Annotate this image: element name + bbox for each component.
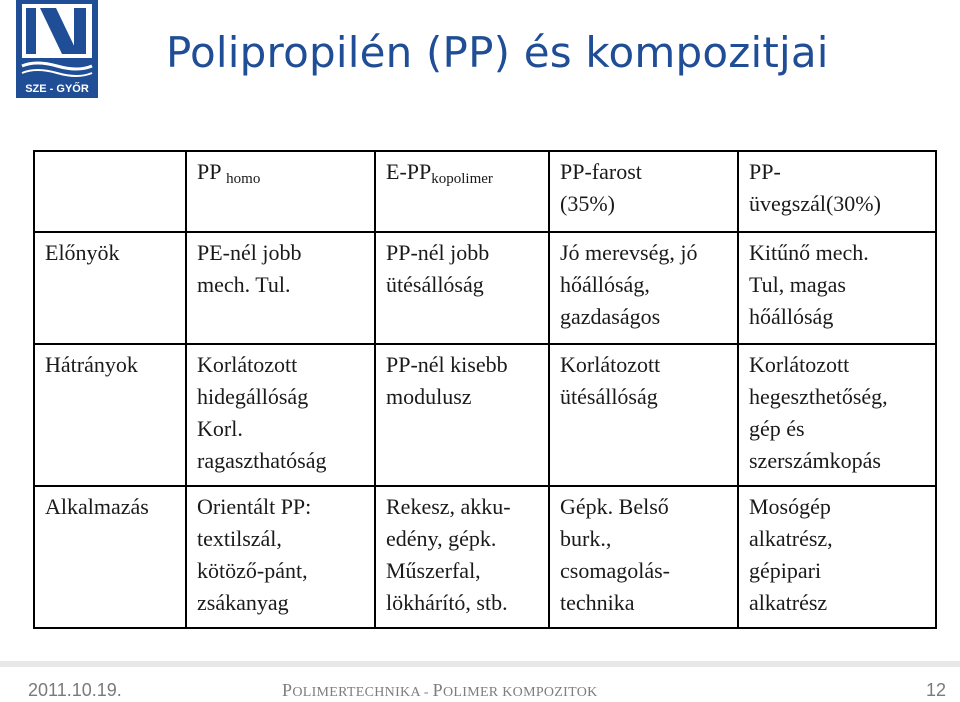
table-header-row bbox=[34, 151, 936, 232]
table-cell: Korlátozott hegeszthetőség, gép és szerszámkopás bbox=[738, 344, 936, 486]
column-header-pp-homo: PP $_{homo}$ bbox=[186, 151, 375, 232]
column-header-epp: $E-PP_{kopolimer}$ bbox=[375, 151, 549, 232]
table-cell: Rekesz, akku- edény, gépk. Műszerfal, lökhárító, stb. bbox=[375, 486, 549, 628]
comparison-table bbox=[33, 150, 937, 629]
table-cell: Korlátozott hidegállóság Korl. ragaszthatóság bbox=[186, 344, 375, 486]
table-cell: PP-nél kisebb modulusz bbox=[375, 344, 549, 486]
table-cell: Mosógép alkatrész, gépipari alkatrész bbox=[738, 486, 936, 628]
column-header-pp-uvegszal: PP- üvegszál(30%) bbox=[738, 151, 936, 232]
corner-cell bbox=[34, 151, 186, 232]
table-row bbox=[34, 344, 936, 486]
table-cell: Jó merevség, jó hőállóság, gazdaságos bbox=[549, 232, 738, 344]
table-cell: PE-nél jobb mech. Tul. bbox=[186, 232, 375, 344]
logo-text: SZE - GYŐR bbox=[25, 83, 89, 95]
table-cell: Korlátozott ütésállóság bbox=[549, 344, 738, 486]
row-label: Hátrányok bbox=[34, 344, 186, 486]
column-header-pp-farost: PP-farost (35%) bbox=[549, 151, 738, 232]
table-cell: Orientált PP: textilszál, kötöző-pánt, zsákanyag bbox=[186, 486, 375, 628]
row-label: Alkalmazás bbox=[34, 486, 186, 628]
table-cell: Gépk. Belső burk., csomagolás- technika bbox=[549, 486, 738, 628]
table-cell: Kitűnő mech. Tul, magas hőállóság bbox=[738, 232, 936, 344]
page-title: Polipropilén (PP) és kompozitjai bbox=[166, 28, 829, 77]
university-logo bbox=[16, 0, 98, 98]
footer-divider bbox=[0, 661, 960, 667]
footer-date: 2011.10.19. bbox=[28, 680, 122, 700]
table-cell: PP-nél jobb ütésállóság bbox=[375, 232, 549, 344]
row-label: Előnyök bbox=[34, 232, 186, 344]
table-row bbox=[34, 486, 936, 628]
footer-page-number: 12 bbox=[926, 680, 947, 700]
footer-course-title: POLIMERTECHNIKA - POLIMER KOMPOZITOK bbox=[282, 680, 598, 700]
table-row bbox=[34, 232, 936, 344]
